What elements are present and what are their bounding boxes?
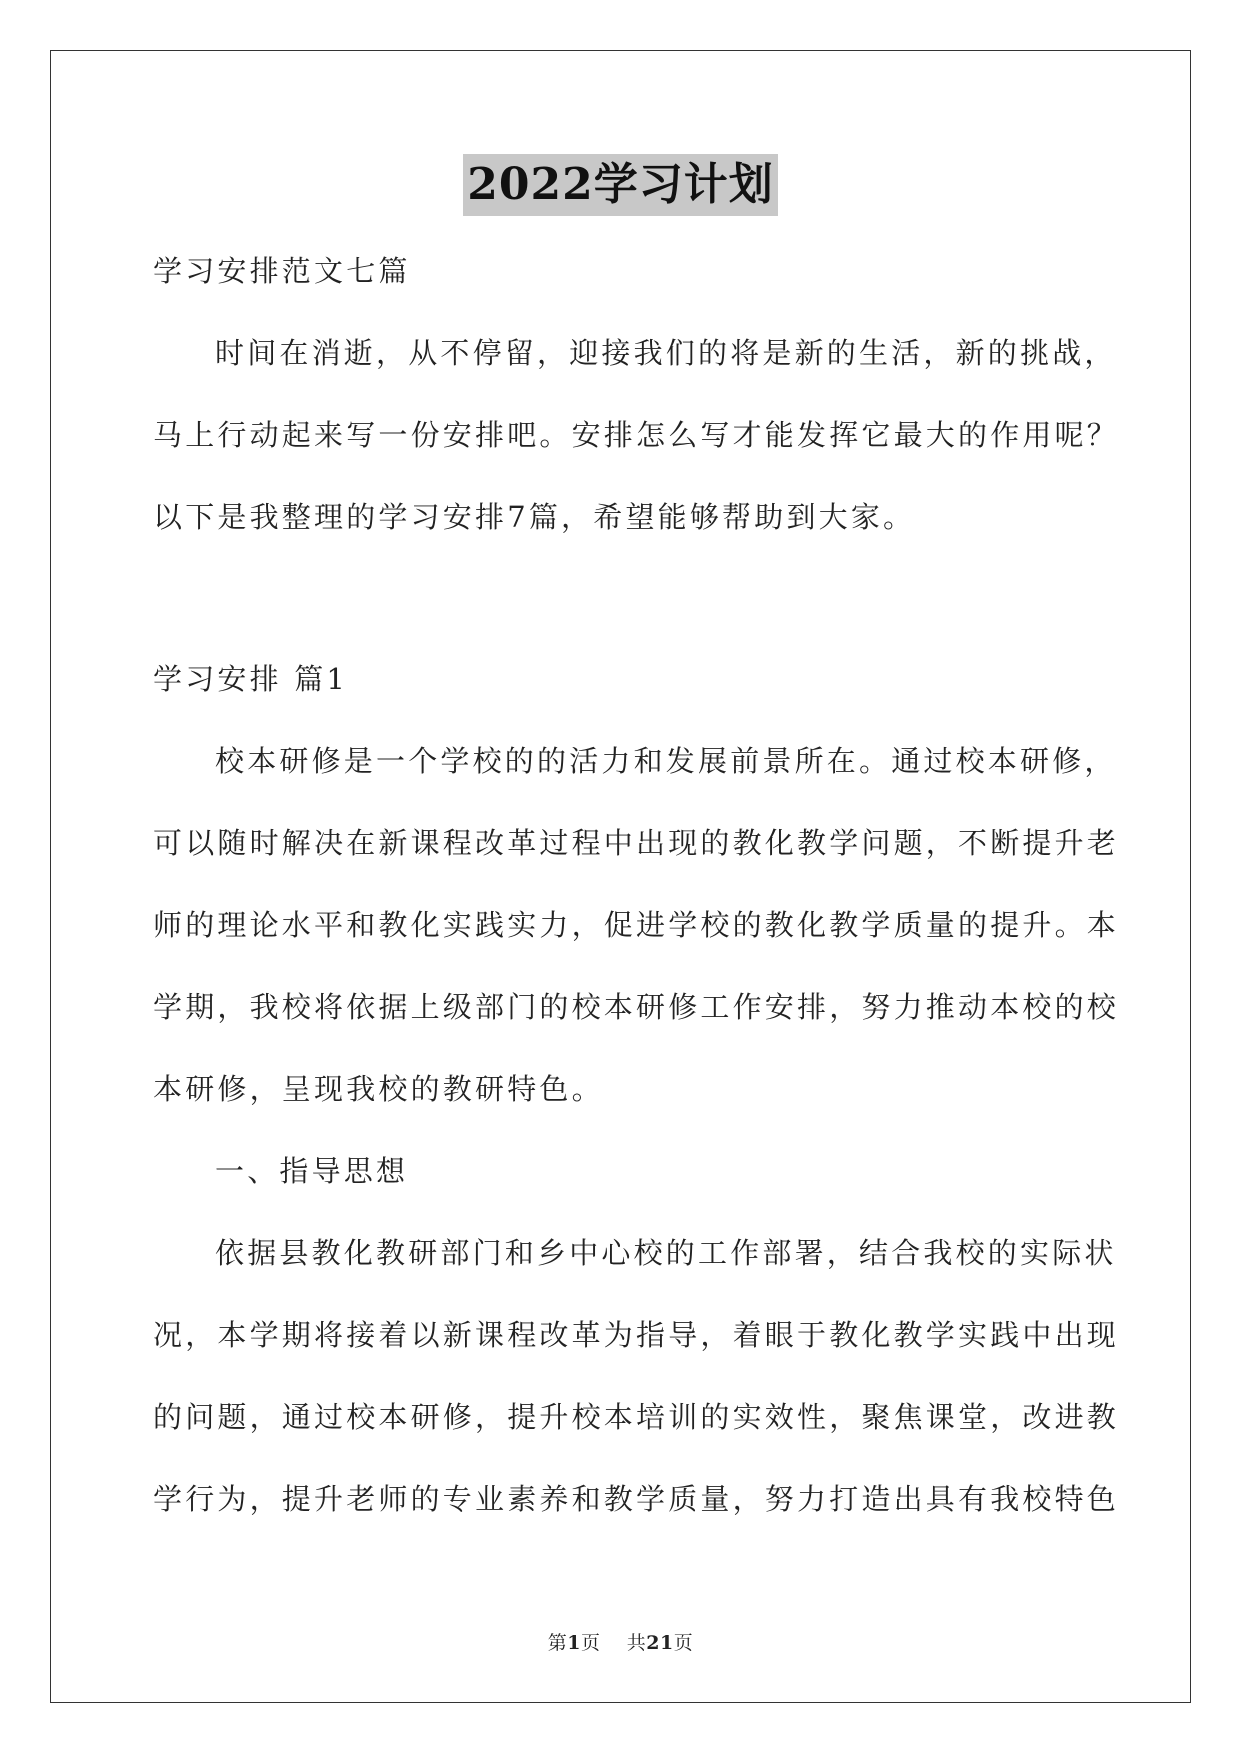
guidance-paragraph (153, 1212, 1120, 1540)
total-prefix: 共 (626, 1632, 647, 1654)
spacer (153, 558, 1089, 638)
paragraph-line: 可以随时解决在新课程改革过程中出现的教化教学问题，不断提升老 (153, 826, 1120, 860)
total-suffix: 页 (673, 1632, 694, 1654)
intro-paragraph (153, 312, 1120, 558)
page-number: 1 (567, 1632, 582, 1654)
total-pages: 21 (646, 1632, 674, 1654)
document-subtitle: 学习安排范文七篇 (153, 254, 411, 288)
section-paragraph (153, 720, 1120, 1130)
page-footer (0, 1628, 1241, 1655)
document-body (153, 230, 1120, 1540)
paragraph-line: 依据县教化教研部门和乡中心校的工作部署，结合我校的实际状 (215, 1236, 1117, 1270)
paragraph-line: 校本研修是一个学校的的活力和发展前景所在。通过校本研修， (215, 744, 1117, 778)
page-prefix: 第 (547, 1632, 568, 1654)
paragraph-line: 以下是我整理的学习安排7篇，希望能够帮助到大家。 (153, 500, 916, 534)
paragraph-line: 学期，我校将依据上级部门的校本研修工作安排，努力推动本校的校 (153, 990, 1120, 1024)
title-wrap (0, 154, 1241, 216)
paragraph-line: 学行为，提升老师的专业素养和教学质量，努力打造出具有我校特色 (153, 1482, 1120, 1516)
section-heading: 学习安排 篇1 (153, 662, 349, 696)
paragraph-line: 师的理论水平和教化实践实力，促进学校的教化教学质量的提升。本 (153, 908, 1120, 942)
page-suffix: 页 (581, 1632, 601, 1654)
paragraph-line: 马上行动起来写一份安排吧。安排怎么写才能发挥它最大的作用呢？ (153, 418, 1120, 452)
paragraph-line: 的问题，通过校本研修，提升校本培训的实效性，聚焦课堂，改进教 (153, 1400, 1120, 1434)
paragraph-line: 况，本学期将接着以新课程改革为指导，着眼于教化教学实践中出现 (153, 1318, 1120, 1352)
document-title: 2022学习计划 (463, 154, 777, 216)
paragraph-line: 本研修，呈现我校的教研特色。 (153, 1072, 604, 1106)
paragraph-line: 时间在消逝，从不停留，迎接我们的将是新的生活，新的挑战， (215, 336, 1117, 370)
subheading: 一、指导思想 (215, 1154, 409, 1188)
